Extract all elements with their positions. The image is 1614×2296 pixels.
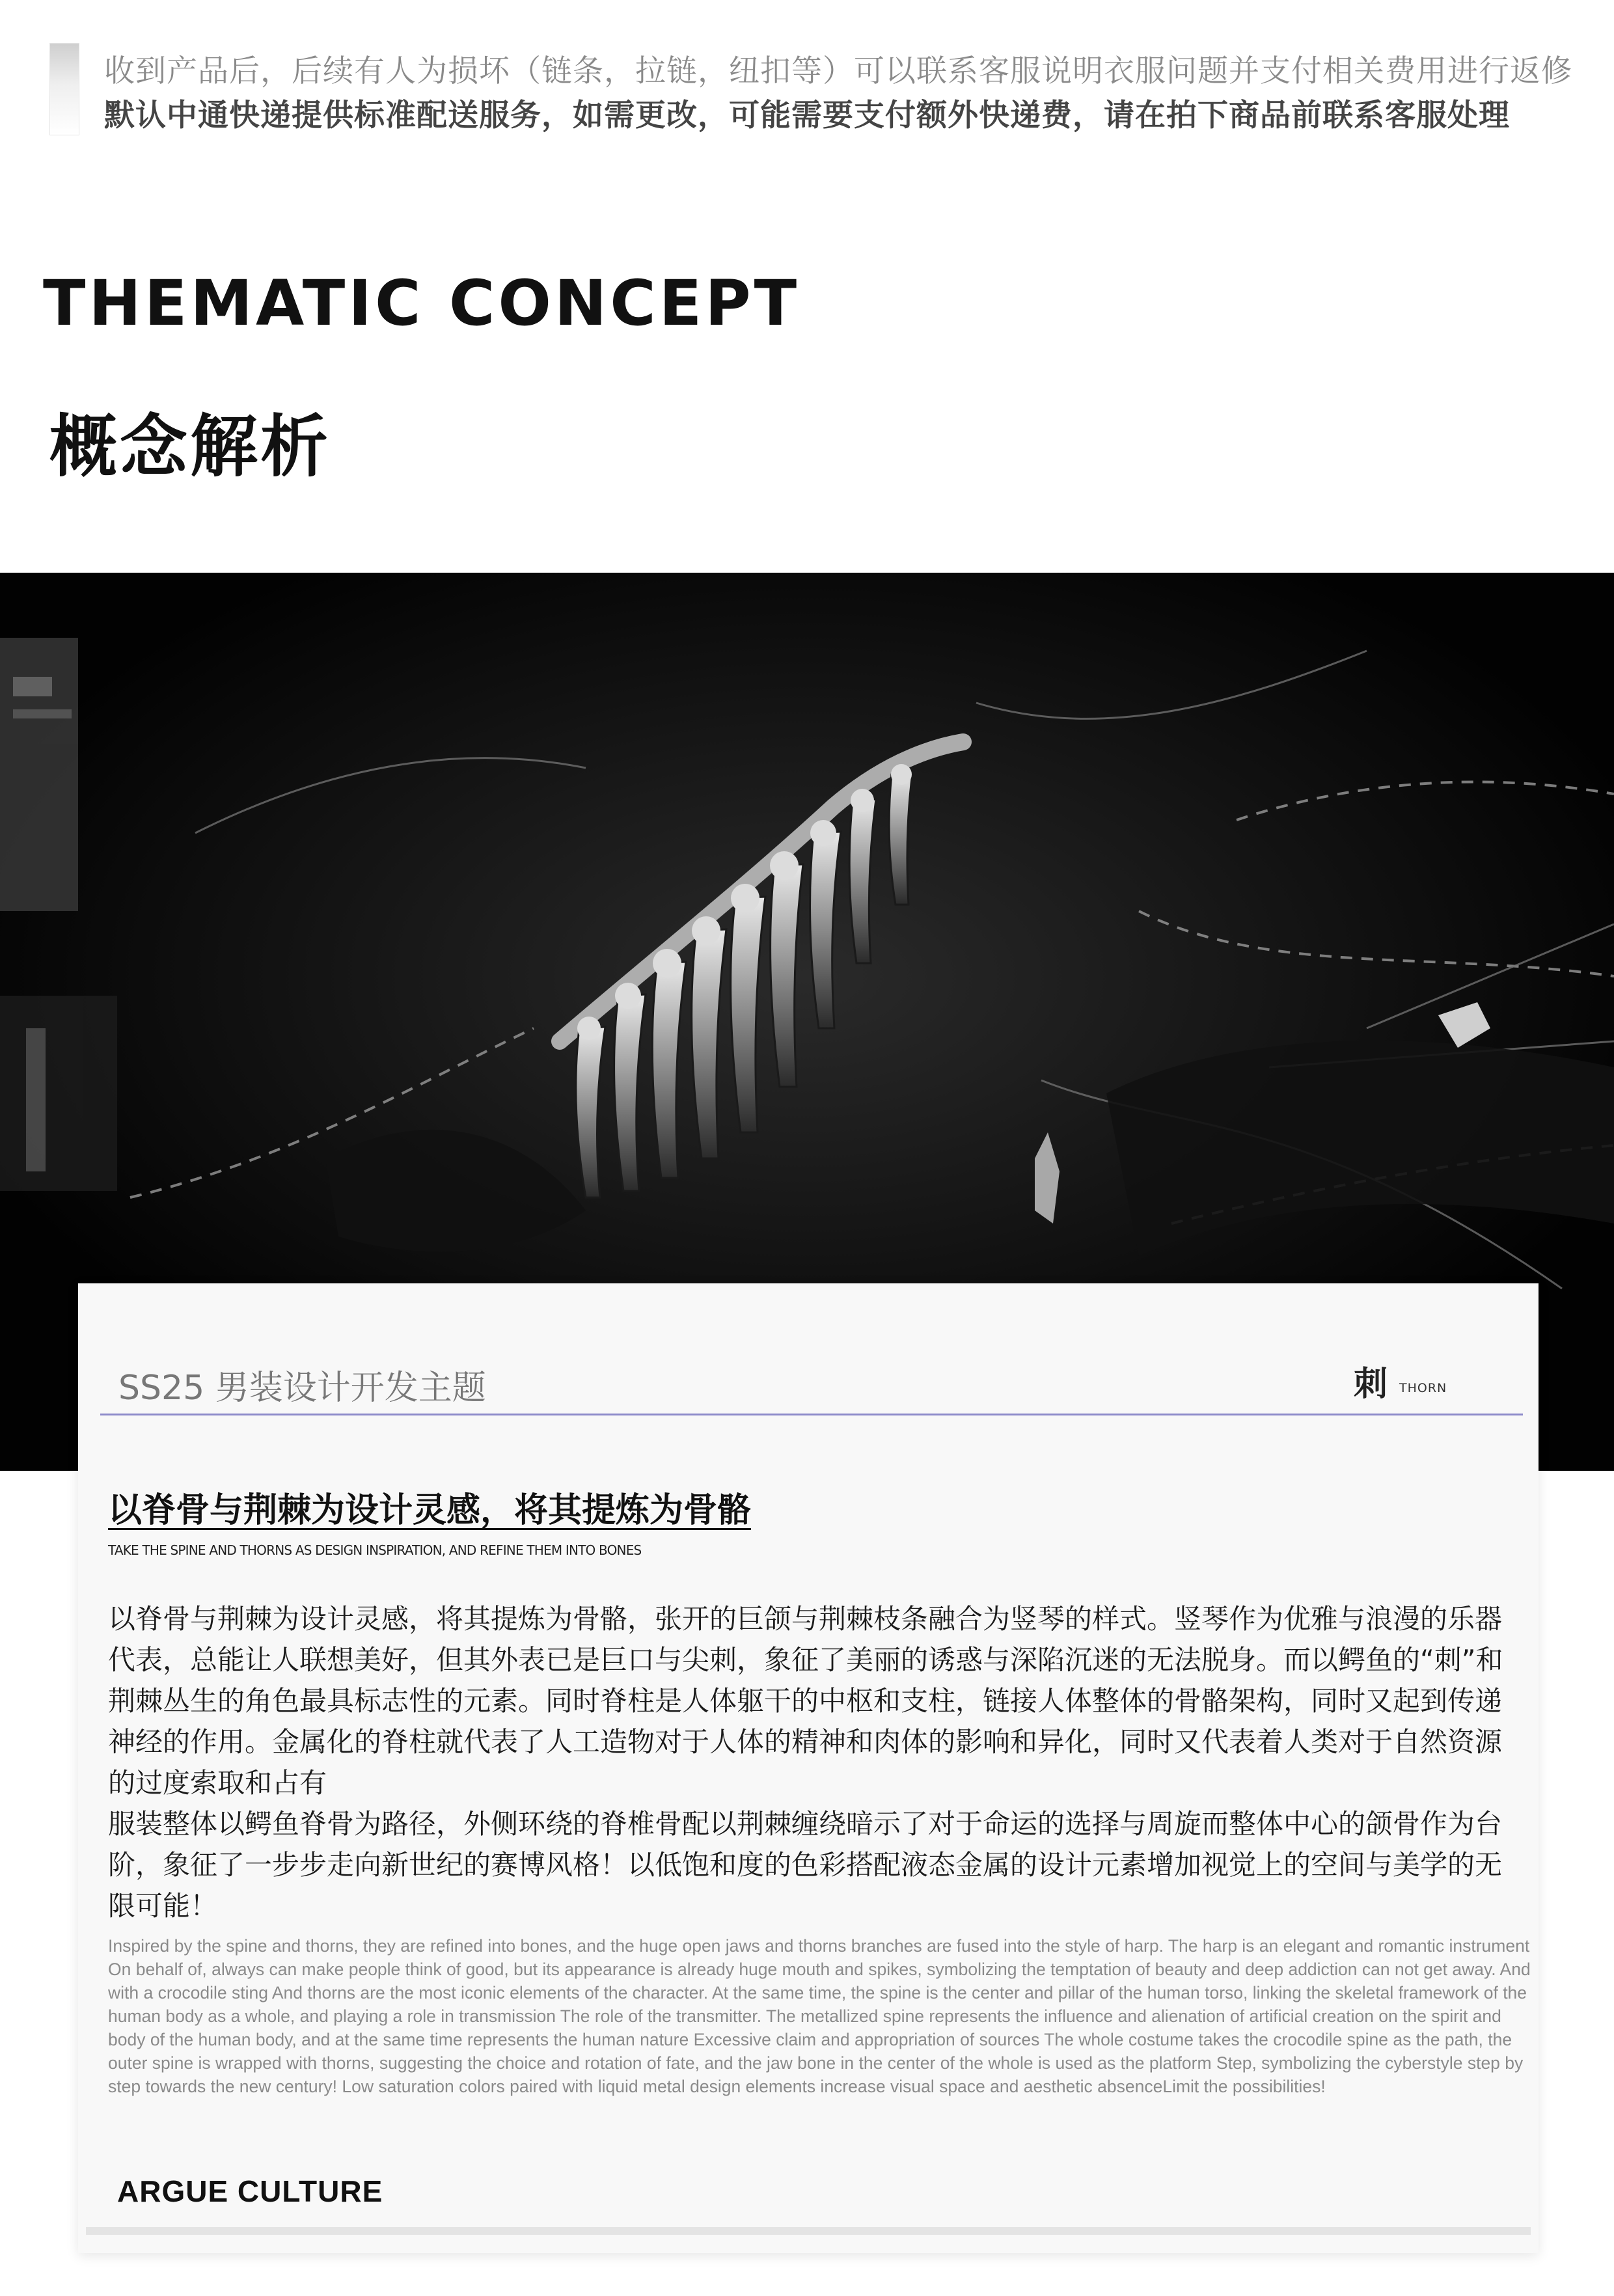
- card-bottom-divider: [86, 2227, 1531, 2235]
- theme-card: [78, 1283, 1539, 2253]
- concept-body-zh: [108, 1598, 1527, 1926]
- inspiration-headline: 以脊骨与荆棘为设计灵感，将其提炼为骨骼: [108, 1491, 752, 1530]
- theme-keyword-en: THORN: [1399, 1381, 1447, 1395]
- concept-paragraph: 服装整体以鳄鱼脊骨为路径，外侧环绕的脊椎骨配以荆棘缠绕暗示了对于命运的选择与周旋而整体中心的颌骨作为台阶，象征了一步步走向新世纪的赛博风格！以低饱和度的色彩搭配液态金属的设计元素增加视觉上的空间与美学的无限可能！: [108, 1808, 1503, 1922]
- brand-name: ARGUE CULTURE: [117, 2174, 383, 2208]
- concept-title-zh: 概念解析: [49, 407, 331, 486]
- theme-divider: [100, 1414, 1523, 1415]
- inspiration-headline-en: TAKE THE SPINE AND THORNS AS DESIGN INSPIRATION, AND REFINE THEM INTO BONES: [108, 1542, 642, 1558]
- concept-title-en: THEMATIC CONCEPT: [43, 267, 800, 340]
- notice-repair-text: 收到产品后，后续有人为损坏（链条，拉链，纽扣等）可以联系客服说明衣服问题并支付相关费用进行返修: [104, 53, 1572, 89]
- notice-shipping-text: 默认中通快递提供标准配送服务，如需更改，可能需要支付额外快递费，请在拍下商品前联系客服处理: [104, 98, 1510, 133]
- shop-notice: [0, 0, 1614, 143]
- concept-body-en: Inspired by the spine and thorns, they are refined into bones, and the huge open jaws and thorns branches are fused into the style of harp. The harp is an elegant and romantic instrument On behalf of, always can make people think of good, but its appearance is already huge mouth and spikes, symbolizing the temptation of beauty and deep addiction can not get away. And with a crocodile sting And thorns are the most iconic elements of the character. At the same time, the spine is the center and pillar of the human torso, linking the skeletal framework of the human body as a whole, and playing a role in transmission The role of the transmitter. The metallized spine represents the influence and alienation of artificial creation on the spirit and body of the human body, and at the same time represents the human nature Excessive claim and appropriation of sources The whole costume takes the crocodile spine as the path, the outer spine is wrapped with thorns, suggesting the choice and rotation of fate, and the jaw bone in the center of the whole is used as the platform Step, symbolizing the cyberstyle step by step towards the new century! Low saturation colors paired with liquid metal design elements increase visual space and aesthetic absenceLimit the possibilities!: [108, 1936, 1531, 2096]
- notice-accent-bar: [49, 43, 79, 135]
- concept-paragraph: 以脊骨与荆棘为设计灵感，将其提炼为骨骼，张开的巨颌与荆棘枝条融合为竖琴的样式。竖琴作为优雅与浪漫的乐器代表，总能让人联想美好，但其外表已是巨口与尖刺，象征了美丽的诱惑与深陷沉迷的无法脱身。而以鳄鱼的“刺”和荆棘丛生的角色最具标志性的元素。同时脊柱是人体躯干的中枢和支柱，链接人体整体的骨骼架构，同时又起到传递神经的作用。金属化的脊柱就代表了人工造物对于人体的精神和肉体的影响和异化，同时又代表着人类对于自然资源的过度索取和占有: [108, 1603, 1503, 1799]
- theme-keyword-zh: 刺: [1354, 1365, 1388, 1404]
- theme-title: SS25 男装设计开发主题: [118, 1369, 486, 1408]
